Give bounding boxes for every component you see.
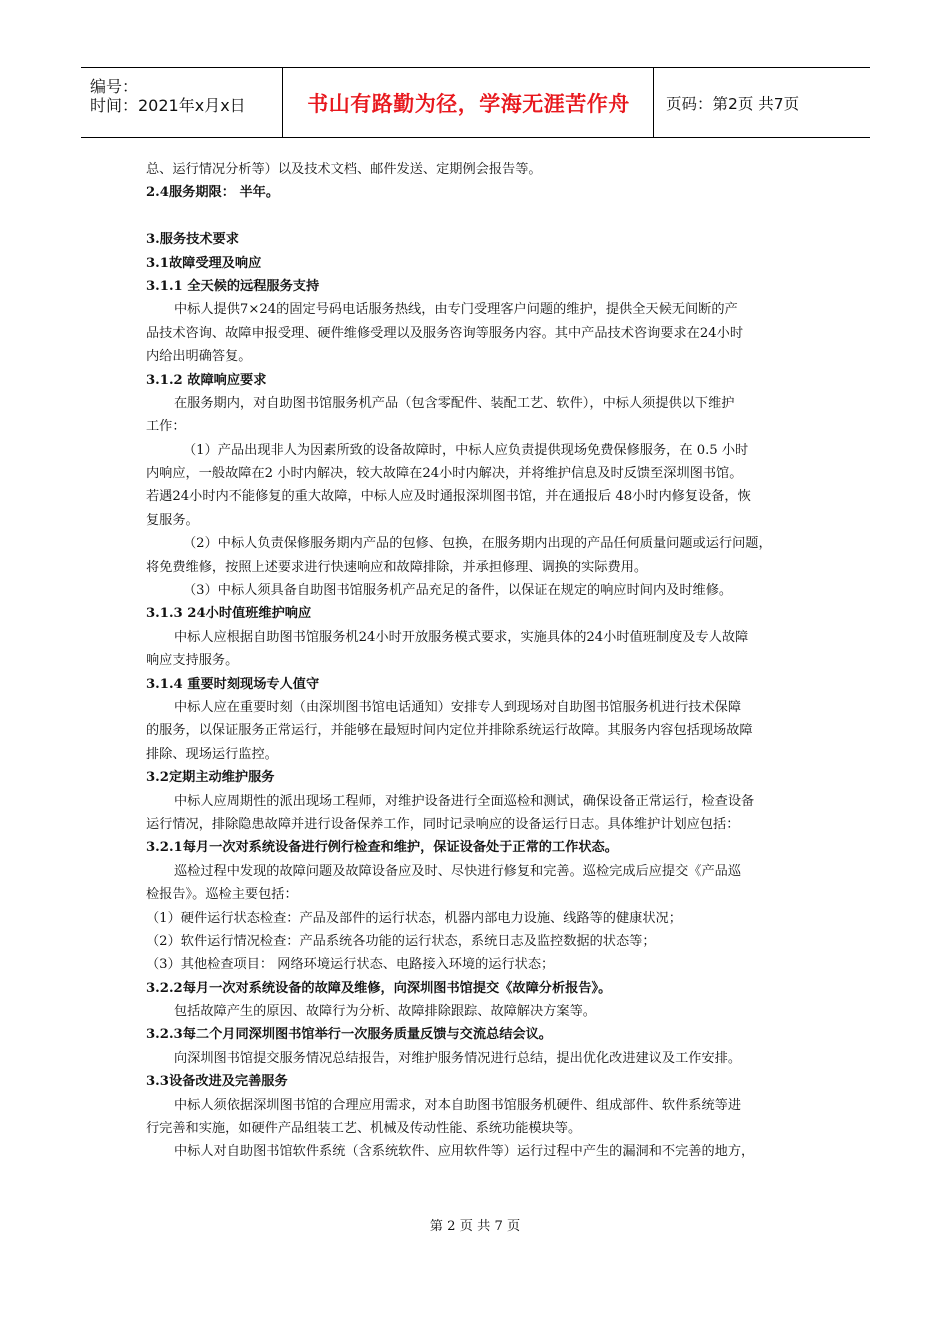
paragraph-line: （2）中标人负责保修服务期内产品的包修、包换，在服务期内出现的产品任何质量问题或运行问题， xyxy=(183,536,772,552)
section-heading: 3.2定期主动维护服务 xyxy=(146,770,275,786)
paragraph-line: 的服务，以保证服务正常运行，并能够在最短时间内定位并排除系统运行故障。其服务内容包括现场故障 xyxy=(146,723,753,739)
page-footer: 第 2 页 共 7 页 xyxy=(429,1219,521,1234)
paragraph-line: 响应支持服务。 xyxy=(146,653,239,669)
section-heading: 3.1.4 重要时刻现场专人值守 xyxy=(146,676,320,692)
section-heading: 3.2.2每月一次对系统设备的故障及维修，向深圳图书馆提交《故障分析报告》。 xyxy=(146,980,612,996)
paragraph-line: 向深圳图书馆提交服务情况总结报告，对维护服务情况进行总结，提出优化改进建议及工作安排。 xyxy=(174,1050,742,1066)
paragraph-line: 中标人提供7×24的固定号码电话服务热线，由专门受理客户问题的维护，提供全天候无间断的产 xyxy=(174,302,738,318)
document-body xyxy=(146,158,814,1164)
paragraph-line: 品技术咨询、故障申报受理、硬件维修受理以及服务咨询等服务内容。其中产品技术咨询要求在24小时 xyxy=(146,325,744,341)
blank-line xyxy=(146,205,814,228)
section-heading: 3.2.3每二个月同深圳图书馆举行一次服务质量反馈与交流总结会议。 xyxy=(146,1027,552,1043)
header-middle-cell xyxy=(284,68,654,137)
paragraph-line: 中标人应根据自助图书馆服务机24小时开放服务模式要求，实施具体的24小时值班制度及专人故障 xyxy=(174,629,749,645)
paragraph-line: 中标人应周期性的派出现场工程师，对维护设备进行全面巡检和测试，确保设备正常运行，检查设备 xyxy=(174,793,755,809)
paragraph-line: 将免费维修，按照上述要求进行快速响应和故障排除，并承担修理、调换的实际费用。 xyxy=(146,559,648,575)
paragraph-line: 检报告》。巡检主要包括： xyxy=(146,887,298,903)
paragraph-line: 工作： xyxy=(146,419,186,435)
section-heading: 3.3设备改进及完善服务 xyxy=(146,1074,288,1090)
paragraph-line: 中标人须依据深圳图书馆的合理应用需求，对本自助图书馆服务机硬件、组成部件、软件系统等进 xyxy=(174,1097,742,1113)
section-heading: 3.服务技术要求 xyxy=(146,232,239,248)
header-right-cell xyxy=(655,68,870,137)
section-heading: 3.2.1每月一次对系统设备进行例行检查和维护，保证设备处于正常的工作状态。 xyxy=(146,840,618,856)
paragraph-line: 运行情况，排除隐患故障并进行设备保养工作，同时记录响应的设备运行日志。具体维护计划应包括： xyxy=(146,816,740,832)
section-heading: 2.4服务期限： 半年。 xyxy=(146,185,280,201)
section-heading: 3.1.1 全天候的远程服务支持 xyxy=(146,278,320,294)
header-left-cell xyxy=(81,68,283,137)
paragraph-line: 排除、现场运行监控。 xyxy=(146,746,278,762)
paragraph-line: 包括故障产生的原因、故障行为分析、故障排除跟踪、故障解决方案等。 xyxy=(174,1004,596,1020)
paragraph-line: 内给出明确答复。 xyxy=(146,349,252,365)
section-heading: 3.1.3 24小时值班维护响应 xyxy=(146,606,312,622)
paragraph-line: 若遇24小时内不能修复的重大故障，中标人应及时通报深圳图书馆，并在通报后 48小时内修复设备，恢 xyxy=(146,489,751,505)
paragraph-line: 内响应，一般故障在2 小时内解决，较大故障在24小时内解决，并将维护信息及时反馈至深圳图书馆。 xyxy=(146,466,743,482)
paragraph-line: （2）软件运行情况检查：产品系统各功能的运行状态，系统日志及监控数据的状态等； xyxy=(146,933,656,949)
paragraph-line: （3）中标人须具备自助图书馆服务机产品充足的备件，以保证在规定的响应时间内及时维修。 xyxy=(183,583,733,599)
paragraph-line: 行完善和实施，如硬件产品组装工艺、机械及传动性能、系统功能模块等。 xyxy=(146,1121,582,1137)
paragraph-line: （1）硬件运行状态检查：产品及部件的运行状态，机器内部电力设施、线路等的健康状况； xyxy=(146,910,682,926)
date-line: 时间：2021年x月x日 xyxy=(90,96,246,115)
paragraph-line: （3）其他检查项目： 网络环境运行状态、电路接入环境的运行状态； xyxy=(146,957,555,973)
section-heading: 3.1.2 故障响应要求 xyxy=(146,372,267,388)
paragraph-line: （1）产品出现非人为因素所致的设备故障时，中标人应负责提供现场免费保修服务，在 0.5 小时 xyxy=(183,442,749,458)
motto: 书山有路勤为径，学海无涯苦作舟 xyxy=(307,91,630,116)
paragraph-line: 在服务期内，对自助图书馆服务机产品（包含零配件、装配工艺、软件），中标人须提供以下维护 xyxy=(174,395,735,411)
page-info: 页码：第2页 共7页 xyxy=(666,94,800,113)
header-table xyxy=(81,67,870,138)
paragraph-line: 巡检过程中发现的故障问题及故障设备应及时、尽快进行修复和完善。巡检完成后应提交《产品巡 xyxy=(174,863,742,879)
paragraph-line: 复服务。 xyxy=(146,512,199,528)
code-label: 编号： xyxy=(90,77,139,96)
section-heading: 3.1故障受理及响应 xyxy=(146,255,262,271)
paragraph-line: 中标人对自助图书馆软件系统（含系统软件、应用软件等）运行过程中产生的漏洞和不完善的地方， xyxy=(174,1144,755,1160)
paragraph-line: 总、运行情况分析等）以及技术文档、邮件发送、定期例会报告等。 xyxy=(146,162,542,177)
paragraph-line: 中标人应在重要时刻（由深圳图书馆电话通知）安排专人到现场对自助图书馆服务机进行技术保障 xyxy=(174,699,742,715)
